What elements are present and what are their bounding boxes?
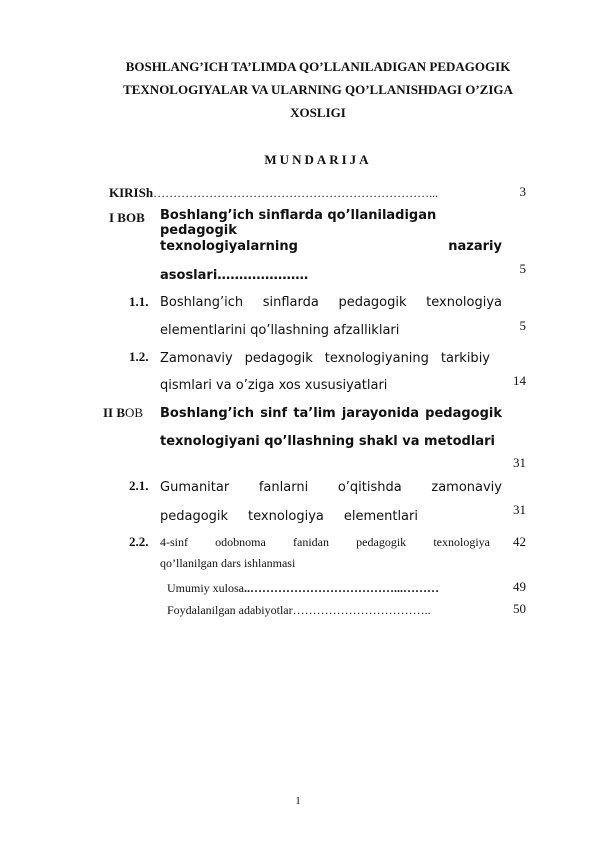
toc-entry-adabiyotlar-label: Foydalanilgan adabiyotlar (167, 603, 293, 617)
toc-section-1-1-line-2: elementlarini qo’llashning afzalliklari (160, 323, 400, 338)
toc-chapter-2-number (103, 405, 143, 421)
toc-entry-xulosa-label: Umumiy xulosa (167, 581, 244, 595)
toc-entry-kirish-dots: ……………………………………………………………... (153, 186, 439, 200)
toc-section-2-2-number: 2.2. (129, 534, 149, 549)
toc-page-section-1-1: 5 (519, 318, 526, 333)
toc-chapter-1-title-line-1[interactable]: Boshlang’ich sinflarda qo’llaniladigan pedagogik (160, 208, 437, 238)
toc-section-1-1-line-1[interactable]: Boshlang’ich sinflarda pedagogik texnologiya (160, 295, 502, 310)
toc-entry-kirish-label: KIRISh (109, 185, 154, 200)
toc-chapter-2-number-bold: II B (103, 405, 126, 420)
toc-page-section-2-1: 31 (513, 502, 526, 517)
toc-section-2-1-line-2: pedagogik texnologiya elementlari (160, 509, 418, 524)
toc-section-2-1-line-1[interactable]: Gumanitar fanlarni o’qitishda zamonaviy (160, 480, 502, 495)
toc-page-section-1-2: 14 (513, 373, 526, 388)
toc-chapter-1-number: I BOB (109, 210, 145, 225)
toc-section-1-1-number: 1.1. (129, 294, 149, 309)
page-number: 1 (295, 795, 301, 807)
toc-chapter-2-number-rest: OB (125, 405, 144, 420)
toc-chapter-1-title-line-2b: nazariy (448, 239, 502, 254)
toc-chapter-1-title-line-3: asoslari………………… (160, 268, 309, 283)
toc-page-chapter-2: 31 (513, 455, 526, 470)
toc-entry-xulosa[interactable] (167, 579, 439, 597)
document-title-line-3: XOSLIGI (290, 105, 346, 120)
toc-section-2-1-number: 2.1. (129, 478, 149, 493)
toc-chapter-2-title-line-2: texnologiyani qo’llashning shakl va metodlari (160, 434, 495, 449)
toc-heading: MUNDARIJA (264, 152, 372, 167)
toc-section-1-2-number: 1.2. (129, 349, 149, 364)
toc-page-kirish: 3 (519, 184, 526, 199)
document-title-line-1: BOSHLANG’ICH TA’LIMDA QO’LLANILADIGAN PEDAGOGIK (125, 59, 511, 74)
toc-entry-adabiyotlar[interactable] (167, 601, 431, 619)
toc-page-xulosa: 49 (513, 579, 526, 594)
toc-section-1-2-line-2: qismlari va o’ziga xos xususiyatlari (160, 378, 388, 393)
toc-entry-kirish[interactable] (109, 184, 499, 202)
toc-section-2-2-line-2: qo’llanilgan dars ishlanmasi (160, 556, 296, 570)
toc-chapter-2-title-line-1[interactable]: Boshlang’ich sinf ta’lim jarayonida pedagogik (160, 406, 502, 421)
document-title-line-2: TEXNOLOGIYALAR VA ULARNING QO’LLANISHDAGI O’ZIGA (123, 82, 513, 97)
toc-chapter-1-title-line-2a: texnologiyalarning (160, 239, 298, 254)
toc-entry-adabiyotlar-dots: …………………………….. (292, 603, 431, 617)
toc-section-2-2-line-1[interactable]: 4-sinf odobnoma fanidan pedagogik texnologiya (160, 535, 490, 549)
toc-page-chapter-1: 5 (519, 261, 526, 276)
toc-page-adabiyotlar: 50 (513, 601, 526, 616)
toc-entry-xulosa-dots: ..………………………………...……… (244, 581, 439, 595)
toc-section-1-2-line-1[interactable]: Zamonaviy pedagogik texnologiyaning tarkibiy (160, 351, 490, 366)
toc-page-section-2-2: 42 (513, 534, 526, 549)
